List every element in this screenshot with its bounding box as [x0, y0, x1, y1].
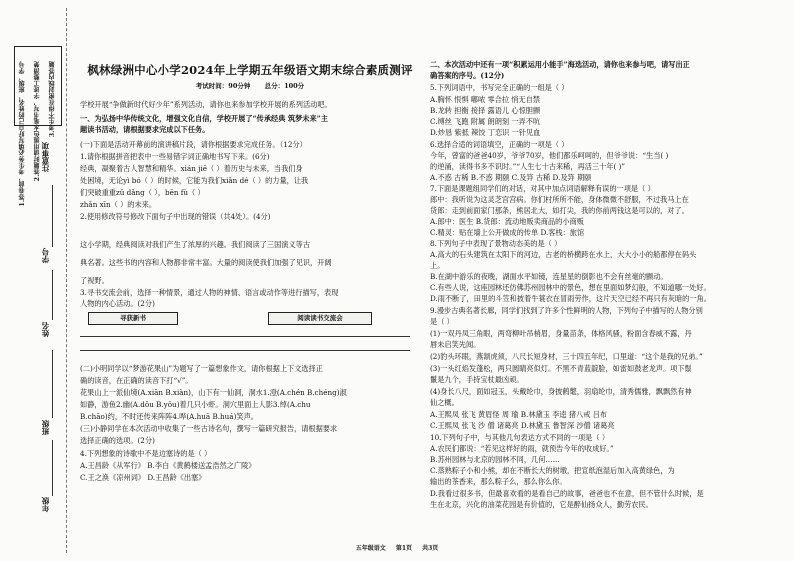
notice-line: 3.考生不得在密封线内答题 [49, 61, 56, 138]
page-footer [0, 543, 794, 552]
text-line: 今年，曾富的爸爸40岁，爷爷70岁，他们都乐呵呵的，但爷爷说：“生当( ) [430, 151, 669, 160]
text-line: 选择正确的选项。(2分) [80, 436, 155, 445]
question-4-options-cd: C.王之涣《凉州词》 D.王昌龄《出塞》 [80, 473, 206, 482]
answer-line-2[interactable] [80, 350, 410, 351]
text-line: 是（ ） [430, 317, 454, 326]
grade-line[interactable] [52, 440, 53, 496]
text-line: B.龙转 担衡 接择 露语儿 心惊胆颤 [430, 106, 541, 115]
text-line: 题读书活动，请根据要求完成以下任务。 [80, 125, 210, 134]
text-line: D.雨不断了，田里的斗笠和披着牛蓑衣在冒雨劳作，这片天空已经不再只有灰暗的一角。 [430, 294, 711, 303]
label-grade: 年级 [41, 497, 50, 512]
text-line: 人物的内心活动。(2分) [80, 299, 155, 308]
text-line: 如静，游鱼2.幽(A.dǒu B.yǒu)着几只小虾。洞穴里面上人影3.绰(A.chu [80, 400, 311, 409]
text-line: 处困境，无论yì bó（ ）的时候，它能为我们xiǎn dé（ ）的力量，让我 [80, 176, 309, 185]
text-line: 确答案的序号。(12分) [430, 71, 505, 80]
exam-meta [80, 81, 420, 90]
text-line: 这小学期，经典阅读对我们产生了浓厚的兴趣。我们阅读了三国演义等古 [80, 240, 311, 249]
text-line: B.苏州园林与北京的园林不同，几何…… [430, 455, 560, 464]
text-line: 2.使用修改符号修改下面句子中出现的错误（共4处）。(4分) [80, 212, 271, 221]
text-line: (4)身长八尺，面如冠玉，头戴纶巾，身披鹤氅，羽扇纶巾，清秀儒雅，飘飘然有神 [430, 387, 692, 396]
text-line: C.王熙凤 张飞 沙 僧 诸葛亮 D.林黛玉 鲁智深 沙僧 诸葛亮 [430, 421, 615, 430]
footer-page: 第1页 [395, 545, 412, 552]
footer-subject: 五年级语文 [355, 545, 386, 552]
exam-time: 考试时间：90分钟 [195, 82, 251, 90]
text-line: 鬣是九个，手持宝杖最凶顽。 [430, 375, 524, 384]
footer-total: 共3页 [422, 545, 439, 552]
text-line: 3.寻书交流会前，选择一种情景，通过人物的神情、语言或动作等进行描写，表现 [80, 288, 339, 297]
question-8: 8.下列句子中表现了景物动态美的是（ ） [430, 239, 562, 248]
text-line: A.胸怀 恨惧 嘟哝 零合拉 悄无自禁 [430, 95, 541, 104]
text-line: C.有些人说，这座园林还仿佛苏州园林中的景色，想在里面如梦幻般，不知道哪一处好。 [430, 283, 711, 292]
scene-option-new-books[interactable]: 寻获新书 [88, 312, 178, 325]
question-6: 6.选择合适的词语填空，正确的一项是（ ） [430, 140, 569, 149]
question-9: 9.漫步古典名著长廊，同学们找到了许多个性鲜明的人物，下列句子中描写的人物分别 [430, 306, 703, 315]
text-line: A.王熙凤 张飞 黄眉怪 周 瑜 B.林黛玉 李逵 猪八戒 吕布 [430, 410, 608, 419]
id-line[interactable] [52, 185, 53, 247]
question-5: 5.下列词语中，书写完全正确的一组是（ ） [430, 83, 569, 92]
question-4: 4.下列想象的诗歌中不是边塞诗的是（ ） [80, 449, 212, 458]
text-line: (三)小静同学在本次活动中收集了一些古诗名句，撰写一篇研究报告，请根据要求 [80, 424, 338, 433]
notice-line: 1.答卷前，考生务必填写好自己的姓名、班级、学号 [19, 61, 26, 207]
seal-line [66, 8, 67, 553]
question-7: 7.下面是课题组同学们的对话，对其中加点词语解释有误的一项是（ ） [430, 184, 655, 193]
notice-line: 2.答题时请用黑色水笔书写，字迹工整清楚 [34, 61, 41, 182]
text-line: 上。 [430, 261, 445, 270]
text-line: B.chāo)约，不时还传来阵阵4.哗(A.huā B.huá)笑声。 [80, 412, 258, 421]
text-line: (一)下面是活动开幕前的演讲稿片段，请你根据要求完成任务。（12分） [80, 140, 307, 149]
text-line: 二、本次活动中还有一项“积累运用小能手”海选活动，请你也来参与吧，请写出正 [430, 60, 690, 69]
answer-line-1[interactable] [80, 336, 410, 337]
text-line: 们突破重重zǔ dǎng（ ），bēn fù（ ） [80, 188, 205, 197]
scene-option-reading-meeting[interactable]: 阅读读书交流会 [268, 312, 372, 325]
text-line: A.高大的石头建筑在太阳下的河边，古老的桥横跨在水上，大大小小的船都停在码头 [430, 250, 697, 259]
binding-strip [0, 0, 74, 561]
text-line: 1.请你根据拼音把表中一些易错字词正确地书写下来。(6分) [80, 152, 270, 161]
text-line: C.缚丝 飞跑 附属 朗朗刻 一弄不吭 [430, 117, 541, 126]
text-line: D.炒恳 紫抵 辣饺 丁恋识 一针见血 [430, 128, 541, 137]
text-line: (2)豹头环眼，燕颔虎须，八尺长短身材，三十四五年纪，口里道：“这个是我的兄弟。” [430, 352, 703, 361]
name-line[interactable] [52, 270, 53, 320]
exam-title: 枫林绿洲中心小学2024年上学期五年级语文期末综合素质测评 [87, 63, 413, 77]
text-line: (3)一头红焰发蓬松，两只圆睛亮似灯。不黑不青蓝靛脸，如雷如鼓老龙声。项下鬃 [430, 364, 692, 373]
label-class: 班级 [41, 420, 50, 435]
text-line: C.精灵：贴在墙上公开做成的传单 D.客栈：旅馆 [430, 228, 585, 237]
text-line: 花果山上一派仙境(A.xiān B.xiàn)，山下有一仙洞，洞水1.澄(A.chén B.chéng)淑 [80, 388, 347, 397]
text-line: 典名著。这些书的内容和人物都非常丰富。大量的阅读使我们加强了见识，开阔 [80, 258, 332, 267]
text-line: C.蒸熟粽子小和小熊，却在不断长大的树墩，把宣纸泡湿后加入高黄绿色，为 [430, 466, 675, 475]
text-line: 输出的茶香来，那么粽子么，那么你么你。 [430, 477, 567, 486]
text-line: 学校开展“争做新时代好少年”系列活动，请你也来参加学校开展的系列活动吧。 [80, 100, 332, 109]
text-line: 生在北京，兴化的油菜花园是有价值的，它是醉仙扬众人，勤劳农民。 [430, 500, 653, 509]
text-line: B.在湖中游乐的夜晚，湖面水平如镜，连星星的倒影也不会有丝毫的颤动。 [430, 272, 668, 281]
text-line: 确的读音，在正确的读音下打“√”。 [80, 376, 193, 385]
text-line: 仙之概。 [430, 398, 459, 407]
text-line: A.农民们都说：“若见这样好的雨，就预告今年的收成好。” [430, 444, 614, 453]
question-4-options-ab: A.王昌龄《从军行》 B.李白《黄鹤楼送孟浩然之广陵》 [80, 461, 256, 470]
text-line: 经典，凝聚着古人智慧和精华。xián jiē（ ）着历史与未来，当我们身 [80, 164, 303, 173]
text-line: 郎中：我听说为这灵芝宫宫病。你们村所所不能，身体微微不舒服，不过我马上在 [430, 195, 689, 204]
text-line: 一、为弘扬中华传统文化，增强文化自信，学校开展了“传承经典 筑梦未来”主 [80, 114, 328, 123]
text-line: 了视野。 [80, 276, 109, 285]
text-line: 唇未启笑先闻。 [430, 340, 481, 349]
text-line: (二)小明同学以“梦游花果山”为题写了一篇想象作文，请你根据上下文选择正 [80, 364, 323, 373]
text-line: A.不惑 古稀 B.不惑 期颐 C.及笄 古稀 D.及笄 期颐 [430, 173, 592, 182]
label-name: 姓名 [41, 322, 50, 337]
label-student-id: 学号 [41, 248, 50, 263]
text-line: zhǎn xīn（ ）的未来。 [80, 200, 157, 209]
text-line: 的逆涌，读得书多不识时。”“人生七十古来稀，再活三十年( )” [430, 162, 626, 171]
class-line[interactable] [52, 350, 53, 418]
text-line: (1)一双丹凤三角眼，两弯柳叶吊梢眉，身量苗条，体格风骚，粉面含春威不露，丹 [430, 329, 692, 338]
text-line: D.我看过很多书，但最喜欢看的是看自己的故事，爸爸也不在意，但不管什么时候，是 [430, 489, 704, 498]
text-line: A.郎中：医生 B.货郎：流动地贩卖商品的小商贩 [430, 217, 584, 226]
exam-score: 总分：100分 [264, 82, 305, 90]
label-notice: 注意事项 [41, 142, 50, 172]
text-line: 货郎：走到前面家门那条，熊居北大，如打尖，我的你前两钱这是可以的，对了。 [430, 206, 689, 215]
question-10: 10.下列句子中，与其他几句表达方式不同的一项是（ ） [430, 433, 610, 442]
